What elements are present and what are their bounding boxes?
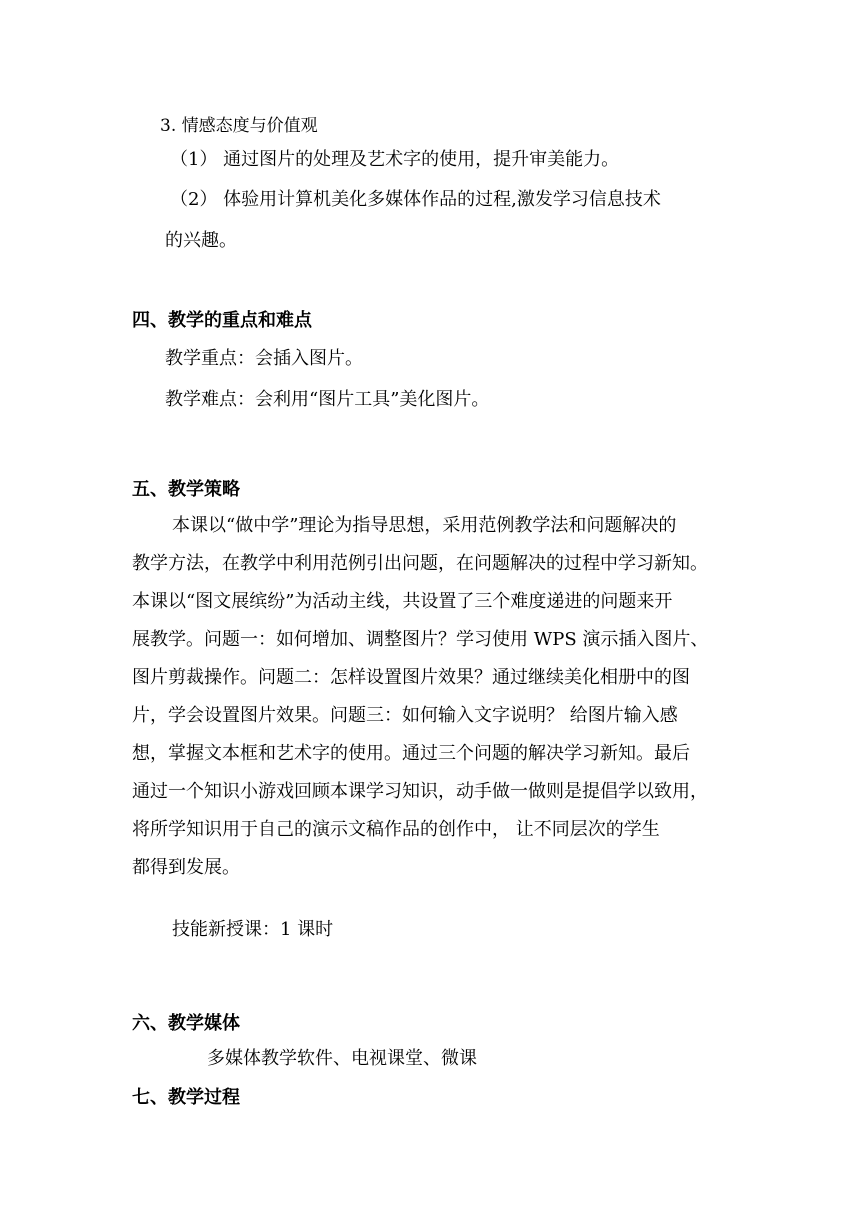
strategy-paragraph-line: 展教学。问题一：如何增加、调整图片？学习使用 WPS 演示插入图片、 [132, 629, 709, 650]
section-heading-key-difficult-points: 四、教学的重点和难点 [132, 310, 312, 331]
section-heading-teaching-media: 六、教学媒体 [132, 1013, 240, 1034]
strategy-paragraph-line: 想，掌握文本框和艺术字的使用。通过三个问题的解决学习新知。最后 [132, 743, 690, 764]
class-hours: 技能新授课：1 课时 [172, 919, 334, 940]
strategy-paragraph-line: 本课以“图文展缤纷”为活动主线，共设置了三个难度递进的问题来开 [132, 591, 673, 612]
objective-item-2-line-1: （2） 体验用计算机美化多媒体作品的过程,激发学习信息技术 [170, 189, 661, 210]
section-heading-teaching-strategy: 五、教学策略 [132, 479, 240, 500]
strategy-paragraph-line: 教学方法，在教学中利用范例引出问题，在问题解决的过程中学习新知。 [132, 553, 708, 574]
objective-item-2-line-2: 的兴趣。 [165, 230, 237, 251]
teaching-difficult-point: 教学难点：会利用“图片工具”美化图片。 [165, 389, 490, 410]
strategy-paragraph-line: 图片剪裁操作。问题二：怎样设置图片效果？通过继续美化相册中的图 [132, 667, 690, 688]
teaching-media-list: 多媒体教学软件、电视课堂、微课 [207, 1048, 477, 1069]
strategy-paragraph-line: 都得到发展。 [132, 857, 240, 878]
strategy-paragraph-line: 片，学会设置图片效果。问题三：如何输入文字说明？ 给图片输入感 [132, 705, 678, 726]
strategy-paragraph-line: 将所学知识用于自己的演示文稿作品的创作中， 让不同层次的学生 [132, 819, 660, 840]
teaching-key-point: 教学重点：会插入图片。 [165, 348, 363, 369]
strategy-paragraph-line: 本课以“做中学”理论为指导思想，采用范例教学法和问题解决的 [172, 515, 677, 536]
objective-item-1: （1） 通过图片的处理及艺术字的使用，提升审美能力。 [170, 149, 620, 170]
strategy-paragraph-line: 通过一个知识小游戏回顾本课学习知识，动手做一做则是提倡学以致用， [132, 781, 708, 802]
section-heading-teaching-process: 七、教学过程 [132, 1087, 240, 1108]
subsection-title-emotion-values: 3. 情感态度与价值观 [160, 116, 318, 136]
